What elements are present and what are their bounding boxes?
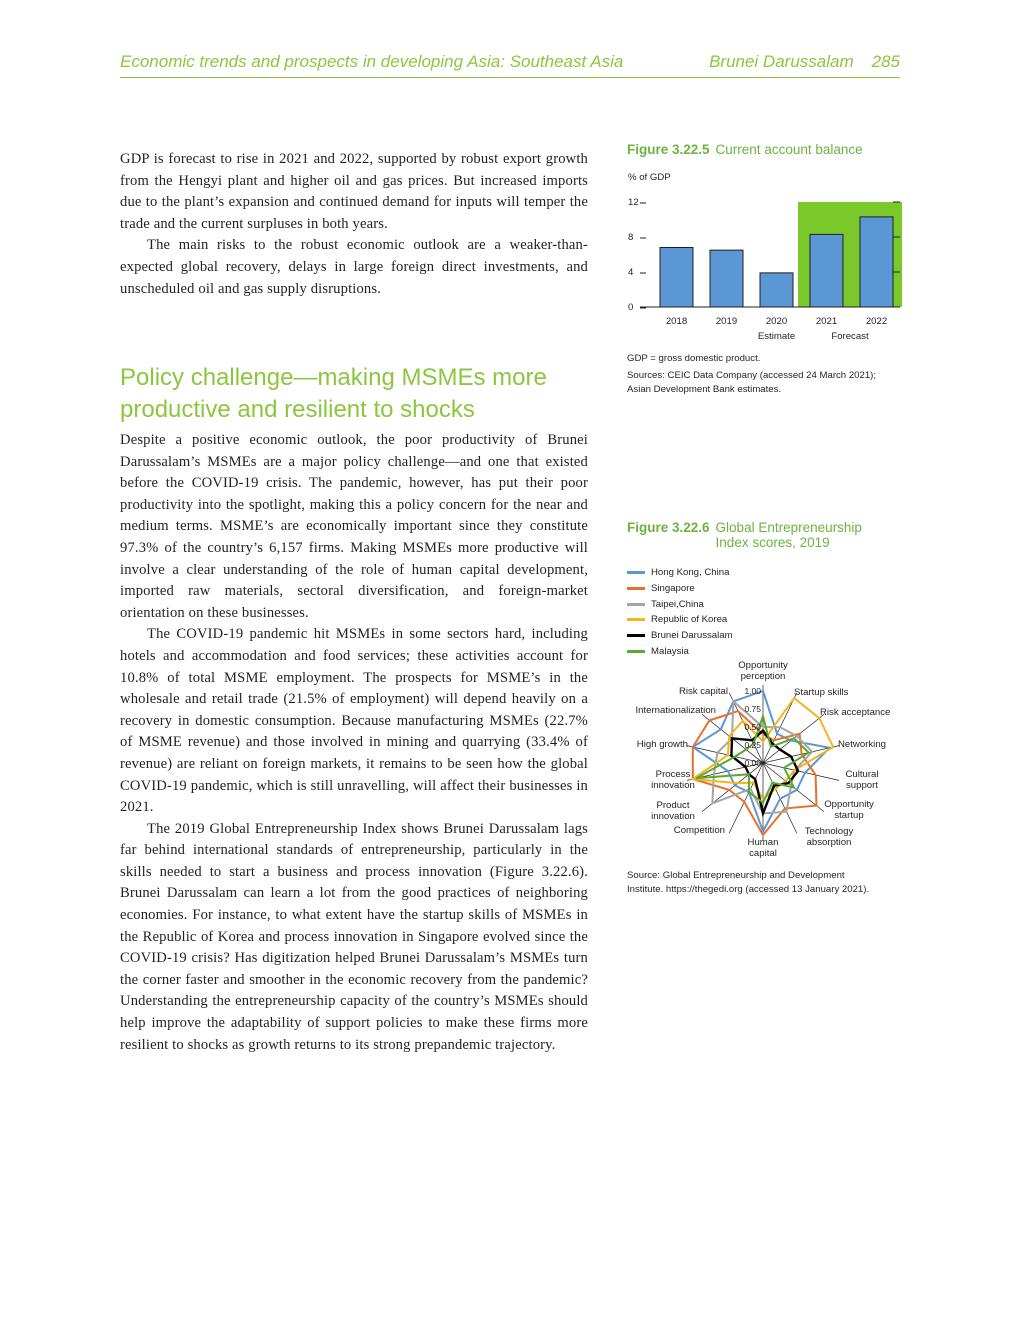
radar-axis-label: High growth xyxy=(636,739,688,750)
x-tick-label: 2020 xyxy=(765,316,788,327)
radar-chart xyxy=(620,655,910,865)
legend-label: Hong Kong, China xyxy=(651,567,730,579)
radial-tick-label: 0.25 xyxy=(744,740,761,750)
figure-title xyxy=(627,142,863,157)
bar-2019 xyxy=(710,250,743,307)
legend-swatch xyxy=(627,618,645,621)
legend-item xyxy=(627,596,733,612)
header-country: Brunei Darussalam xyxy=(709,52,854,71)
x-tick-label: 2018 xyxy=(665,316,688,327)
radar-axis-label xyxy=(651,769,695,791)
bar-2021 xyxy=(810,234,843,307)
radar-axis-label-line: Product xyxy=(656,800,690,811)
radar-axis-label-line: Opportunity xyxy=(738,660,788,671)
paragraph: The 2019 Global Entrepreneurship Index shows Brunei Darussalam lags far behind international standards of entrepreneurship, particularly in the skills needed to start a business and process innovation (Figure 3.22.6). Brunei Darussalam can learn a lot from the good practices of neighboring economies. For instance, to what extent have the startup skills of MSMEs in the Republic of Korea and process innovation in Singapore evolved since the COVID-19 crisis? Has digitization helped Brunei Darussalam’s MSMEs turn the corner faster and smoother in the economic recovery from the pandemic? Understanding the entrepreneurship capacity of the country’s MSMEs should help improve the adaptability of support policies to make these firms more resilient to shocks as growth returns to its strong prepandemic trajectory. xyxy=(120,820,588,1053)
legend-item xyxy=(627,565,733,581)
legend-item xyxy=(627,581,733,597)
radar-axis-label xyxy=(824,799,874,821)
radar-axis-label xyxy=(805,826,854,848)
forecast-label: Forecast xyxy=(831,331,869,342)
legend-label: Brunei Darussalam xyxy=(651,630,733,642)
paragraph: GDP is forecast to rise in 2021 and 2022, supported by robust export growth from the Hengyi plant and higher oil and gas prices. But increased imports due to the plant’s expansion and continued demand for inputs will temper the trade and the current surpluses in both years. xyxy=(120,151,588,232)
radar-axis-label xyxy=(651,800,695,822)
legend-swatch xyxy=(627,603,645,606)
figure-source: Sources: CEIC Data Company (accessed 24 March 2021); xyxy=(627,370,877,381)
radar-axis-label-line: perception xyxy=(740,671,786,682)
radar-axis-label-line: Opportunity xyxy=(824,799,874,810)
bar-chart xyxy=(620,165,910,345)
radar-axis-label xyxy=(738,660,788,682)
page-number: 285 xyxy=(871,52,900,71)
radar-axis-label: Internationalization xyxy=(635,705,716,716)
radar-axis-label-line: Process xyxy=(655,769,691,780)
legend-swatch xyxy=(627,650,645,653)
figure-number: Figure 3.22.5 xyxy=(627,142,710,157)
radar-axis-label: Startup skills xyxy=(794,687,849,698)
radar-axis-label xyxy=(845,769,878,791)
figure-note: GDP = gross domestic product. xyxy=(627,353,761,364)
estimate-label: Estimate xyxy=(757,331,796,342)
figure-number: Figure 3.22.6 xyxy=(627,520,710,535)
legend-swatch xyxy=(627,571,645,574)
legend-label: Taipei,China xyxy=(651,598,704,610)
radial-tick-label: 0.00 xyxy=(744,758,761,768)
y-axis-label: % of GDP xyxy=(628,172,671,183)
legend-swatch xyxy=(627,634,645,637)
bar-2018 xyxy=(660,248,693,308)
radar-axis-label: Risk acceptance xyxy=(820,707,891,718)
radar-axis-label-line: innovation xyxy=(651,811,695,822)
legend-label: Republic of Korea xyxy=(651,614,728,626)
legend-swatch xyxy=(627,587,645,590)
figure-caption: Index scores, 2019 xyxy=(715,535,830,550)
running-header xyxy=(120,52,900,78)
radar-axis-label-line: support xyxy=(846,780,878,791)
figure-source: Asian Development Bank estimates. xyxy=(627,384,782,395)
radar-axis-label-line: Cultural xyxy=(845,769,879,780)
legend-item xyxy=(627,612,733,628)
radar-axis-label-line: Human xyxy=(747,837,779,848)
paragraph: The main risks to the robust economic outlook are a weaker-than-expected global recovery, delays in large foreign direct investments, and unscheduled oil and gas supply disruptions. xyxy=(120,237,588,297)
section-heading: Policy challenge—making MSMEs more productive and resilient to shocks xyxy=(120,364,547,423)
legend-item xyxy=(627,628,733,644)
legend-label: Singapore xyxy=(651,583,695,595)
paragraph: Despite a positive economic outlook, the poor productivity of Brunei Darussalam’s MSMEs are a major policy challenge—and one that existed before the COVID-19 crisis. The pandemic, however, has put their poor productivity into the spotlight, making this a policy concern for the near and medium terms. MSME’s are economically important since they constitute 97.3% of the country’s 6,157 firms. Making MSMEs more productive will involve a clear understanding of the role of human capital development, imported raw materials, sectoral diversification, and foreign-market orientation on these businesses. xyxy=(120,432,588,621)
paragraph: The COVID-19 pandemic hit MSMEs in some sectors hard, including hotels and accommodation and food services; these activities account for 10.8% of total MSME employment. The prospects for MSME’s in the wholesale and retail trade (21.5% of employment) will depend heavily on a recovery in domestic consumption. Because manufacturing MSMEs (22.7% of MSME revenue) and those involved in mining and quarrying (33.4% of revenue) are reliant on foreign markets, it remains to be seen how the global COVID-19 pandemic, which is still unravelling, will affect their businesses in 2021. xyxy=(120,626,588,816)
y-tick-label: 8 xyxy=(628,232,634,243)
legend-label: Malaysia xyxy=(651,645,689,657)
radar-axis-label: Risk capital xyxy=(678,686,728,697)
figure-caption: Global Entrepreneurship xyxy=(715,520,862,535)
radar-axis-label: Networking xyxy=(838,739,886,750)
figure-source: Institute. https://thegedi.org (accessed 13 January 2021). xyxy=(627,884,870,895)
figure-caption: Current account balance xyxy=(715,142,863,157)
bar-2020 xyxy=(760,273,793,307)
body-policy xyxy=(120,430,588,1056)
radial-tick-label: 0.50 xyxy=(744,722,761,732)
radial-tick-label: 0.75 xyxy=(744,704,761,714)
y-tick-label: 4 xyxy=(628,267,634,278)
figure-title xyxy=(627,520,862,550)
radar-axis-label-line: startup xyxy=(834,810,864,821)
radar-axis-label: Competition xyxy=(673,825,725,836)
x-tick-label: 2019 xyxy=(715,316,738,327)
radial-tick-label: 1.00 xyxy=(744,686,761,696)
x-tick-label: 2021 xyxy=(815,316,838,327)
radar-axis-label-line: capital xyxy=(749,848,777,859)
radar-axis-label xyxy=(748,837,779,859)
y-tick-label: 12 xyxy=(628,197,639,208)
header-section-title: Economic trends and prospects in developing Asia: Southeast Asia xyxy=(120,52,624,71)
radar-axis-label-line: absorption xyxy=(806,837,852,848)
x-tick-label: 2022 xyxy=(865,316,888,327)
chart-legend xyxy=(627,565,733,659)
radar-axis-label-line: Technology xyxy=(804,826,854,837)
figure-source: Source: Global Entrepreneurship and Development xyxy=(627,870,845,881)
bar-2022 xyxy=(860,217,893,307)
y-tick-label: 0 xyxy=(628,302,634,313)
body-intro xyxy=(120,149,588,300)
radar-axis-label-line: innovation xyxy=(651,780,695,791)
